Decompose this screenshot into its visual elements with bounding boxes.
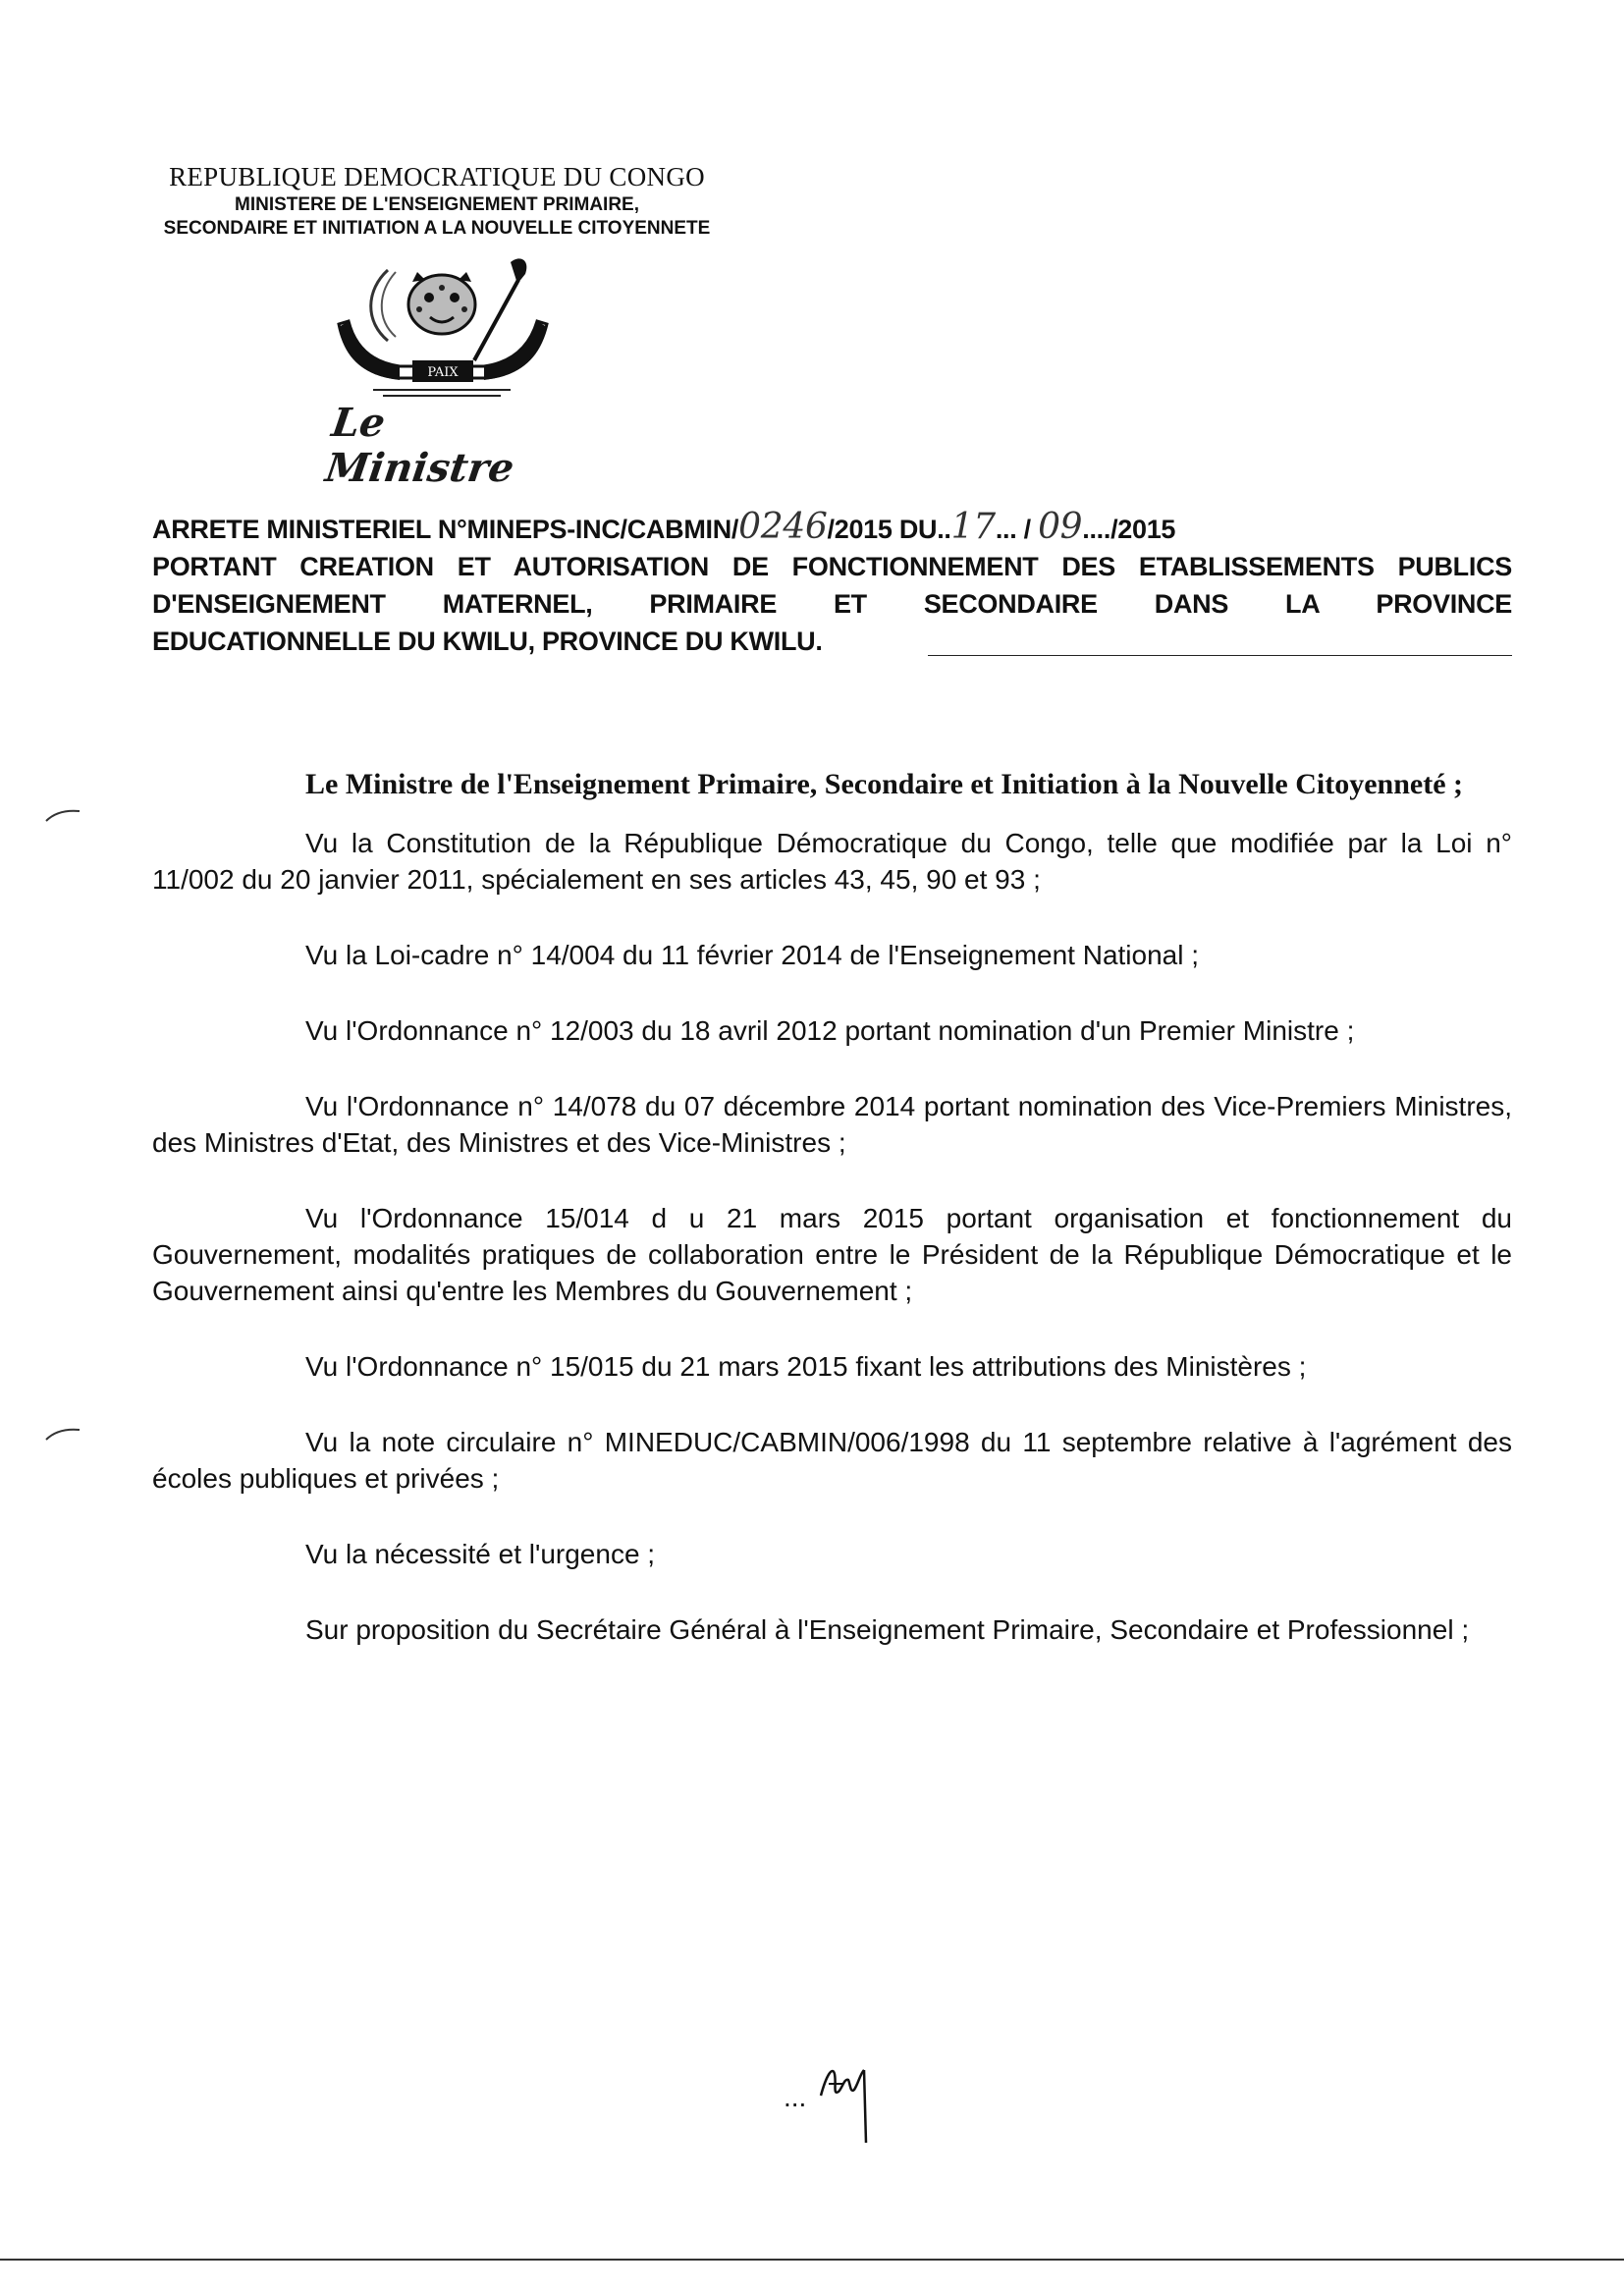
decree-day-handwritten: 17 xyxy=(950,507,996,547)
ministry-name-line2: SECONDAIRE ET INITIATION A LA NOUVELLE CITOYENNETE xyxy=(163,218,711,239)
continuation-mark xyxy=(784,2045,892,2153)
preamble-paragraph: Vu l'Ordonnance n° 12/003 du 18 avril 2012 portant nomination d'un Premier Ministre ; xyxy=(305,1015,1355,1046)
decree-title-line4: EDUCATIONNELLE DU KWILU, PROVINCE DU KWILU. xyxy=(152,623,1512,660)
handwritten-initials-icon xyxy=(784,2045,892,2153)
scan-mark-icon xyxy=(44,805,83,825)
preamble-paragraph: Vu l'Ordonnance n° 14/078 du 07 décembre 2014 portant nomination des Vice-Premiers Ministres, des Ministres d'Etat, des Ministres et des Vice-Ministres ; xyxy=(152,1091,1512,1158)
preamble-paragraph: Sur proposition du Secrétaire Général à l'Enseignement Primaire, Secondaire et Professionnel ; xyxy=(305,1614,1470,1645)
republic-name: REPUBLIQUE DEMOCRATIQUE DU CONGO xyxy=(169,162,705,191)
decree-title xyxy=(152,509,1512,660)
decree-year-suffix: ..../2015 xyxy=(1082,515,1176,544)
preamble-paragraph: Vu la Loi-cadre n° 14/004 du 11 février 2014 de l'Enseignement National ; xyxy=(305,940,1200,970)
decree-year-du: /2015 DU.. xyxy=(827,515,951,544)
continuation-dots: ... xyxy=(784,2082,807,2112)
decree-month-handwritten: 09 xyxy=(1038,507,1083,547)
preamble-paragraph: Vu l'Ordonnance n° 15/015 du 21 mars 2015 fixant les attributions des Ministères ; xyxy=(305,1351,1307,1382)
emblem-motto: PAIX xyxy=(427,365,459,380)
decree-title-line3: D'ENSEIGNEMENT MATERNEL, PRIMAIRE ET SECONDAIRE DANS LA PROVINCE xyxy=(152,589,1512,619)
coat-of-arms-icon xyxy=(319,250,565,398)
decree-date-sep: ... / xyxy=(995,515,1039,544)
preamble-paragraph: Vu la nécessité et l'urgence ; xyxy=(305,1539,656,1569)
preamble-paragraph: Vu la note circulaire n° MINEDUC/CABMIN/006/1998 du 11 septembre relative à l'agrément des écoles publiques et privées ; xyxy=(152,1427,1512,1494)
signature-title: Le Ministre xyxy=(322,400,517,491)
preamble-paragraph: Vu l'Ordonnance 15/014 d u 21 mars 2015 portant organisation et fonctionnement du Gouvernement, modalités pratiques de collaboration entre le Président de la République Démocratique et le Gouvernement ainsi qu'entre les Membres du Gouvernement ; xyxy=(152,1203,1512,1306)
page-bottom-border xyxy=(0,2259,1624,2261)
decree-number-handwritten: 0246 xyxy=(738,507,828,547)
decree-body xyxy=(152,766,1512,1687)
decree-number-line xyxy=(152,509,1512,548)
minister-intro: Le Ministre de l'Enseignement Primaire, Secondaire et Initiation à la Nouvelle Citoyenneté ; xyxy=(305,768,1464,800)
letterhead xyxy=(93,160,781,241)
scan-mark-icon xyxy=(44,1424,83,1444)
preamble-paragraph: Vu la Constitution de la République Démocratique du Congo, telle que modifiée par la Loi n° 11/002 du 20 janvier 2011, spécialement en ses articles 43, 45, 90 et 93 ; xyxy=(152,828,1512,895)
ministry-name-line1: MINISTERE DE L'ENSEIGNEMENT PRIMAIRE, xyxy=(235,194,639,215)
decree-title-line2: PORTANT CREATION ET AUTORISATION DE FONCTIONNEMENT DES ETABLISSEMENTS PUBLICS xyxy=(152,552,1512,581)
decree-number-prefix: ARRETE MINISTERIEL N°MINEPS-INC/CABMIN/ xyxy=(152,515,739,544)
